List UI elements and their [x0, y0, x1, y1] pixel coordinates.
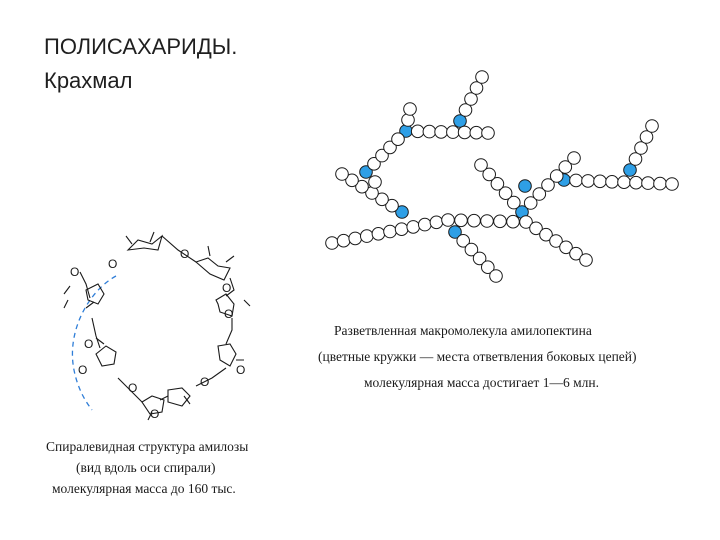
amylose-caption-line-3: молекулярная масса до 160 тыс.	[52, 481, 236, 496]
oxygen-atom: O	[236, 363, 246, 377]
glucose-residue	[580, 254, 593, 267]
glucose-residue	[494, 215, 507, 228]
glucose-residue	[447, 126, 460, 139]
oxygen-atom: O	[224, 307, 234, 321]
glucose-residue	[507, 215, 520, 228]
amylopectin-caption-line-2: (цветные кружки — места ответвления боковых цепей)	[318, 349, 637, 364]
glucose-ring	[168, 388, 190, 406]
glucose-residue	[435, 126, 448, 139]
glucose-residue	[594, 175, 607, 188]
glucose-residue	[654, 177, 667, 190]
amylose-caption	[46, 436, 248, 499]
glucose-residue	[646, 120, 659, 133]
glucose-residue	[349, 232, 362, 245]
amylopectin-caption	[318, 318, 637, 396]
glucose-residue	[470, 126, 483, 139]
glucose-residue	[606, 176, 619, 189]
glucose-residue	[384, 225, 397, 238]
amylose-caption-line-2: (вид вдоль оси спирали)	[76, 460, 216, 475]
glucose-residue	[642, 177, 655, 190]
branch-point-residue	[519, 180, 532, 193]
glucose-residue	[618, 176, 631, 189]
amylopectin-molecule	[326, 71, 679, 283]
glucose-ring	[196, 258, 230, 280]
amylose-caption-line-1: Спиралевидная структура амилозы	[46, 439, 249, 454]
oxygen-atom: O	[84, 337, 94, 351]
glucose-residue	[423, 125, 436, 138]
glucose-residue	[481, 215, 494, 228]
glucose-residue	[411, 125, 424, 138]
ring-substituents	[64, 232, 250, 420]
glucose-ring	[128, 236, 162, 250]
oxygen-atom: O	[180, 247, 190, 261]
glucose-residue	[568, 152, 581, 165]
glucose-residue	[482, 127, 495, 140]
oxygen-atom: O	[222, 281, 232, 295]
helix-axis	[72, 276, 116, 410]
glucose-residue	[361, 230, 374, 243]
glucose-residue	[455, 214, 468, 227]
glucose-residue	[442, 214, 455, 227]
oxygen-atom: O	[200, 375, 210, 389]
title-line-1: ПОЛИСАХАРИДЫ.	[44, 34, 238, 59]
glucose-residue	[336, 168, 349, 181]
glucose-residue	[369, 176, 382, 189]
glucose-ring	[96, 346, 116, 366]
glucose-residue	[476, 71, 489, 84]
glucose-residue	[458, 126, 471, 139]
glucose-residue	[392, 133, 405, 146]
oxygen-atom: O	[128, 381, 138, 395]
glucose-residue	[419, 218, 432, 231]
glucose-ring	[218, 344, 236, 366]
amylopectin-caption-line-1: Разветвленная макромолекула амилопектина	[334, 323, 592, 338]
glucose-residue	[407, 221, 420, 234]
amylopectin-caption-line-3: молекулярная масса достигает 1—6 млн.	[364, 375, 599, 390]
oxygen-atom: O	[150, 407, 160, 421]
glucose-residue	[402, 114, 415, 127]
glucose-residue	[404, 103, 417, 116]
glucose-residue	[475, 159, 488, 172]
title-line-2: Крахмал	[44, 68, 133, 93]
glucose-residue	[326, 237, 339, 250]
glucose-residue	[630, 176, 643, 189]
glucose-residue	[490, 270, 503, 283]
glucose-residue	[666, 178, 679, 191]
glucose-residue	[395, 223, 408, 236]
glucose-residue	[570, 174, 583, 187]
oxygen-atom: O	[108, 257, 118, 271]
oxygen-atom: O	[70, 265, 80, 279]
amylose-helix	[64, 232, 250, 421]
oxygen-atom: O	[78, 363, 88, 377]
glucose-residue	[337, 234, 350, 247]
glucose-residue	[430, 216, 443, 229]
glucose-residue	[582, 175, 595, 188]
glucose-residue	[468, 214, 481, 227]
glucose-residue	[372, 228, 385, 241]
